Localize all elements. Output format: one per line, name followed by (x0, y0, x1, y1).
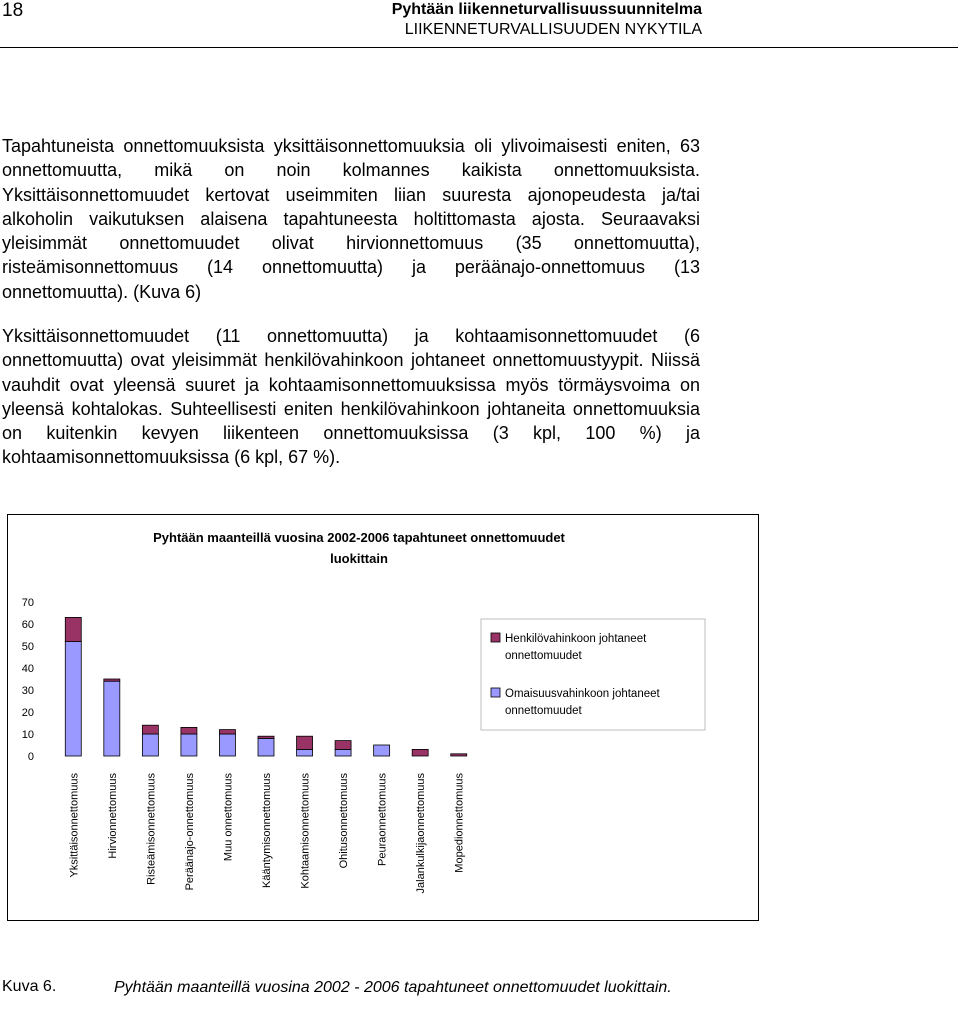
body-paragraph-1: Tapahtuneista onnettomuuksista yksittäisonnettomuuksia oli ylivoimaisesti eniten, 63 onnettomuutta, mikä on noin kolmannes kaikista onnettomuuksista. Yksittäisonnettomuudet kertovat useimmiten liian suuresta ajonopeudesta ja/tai alkoholin vaikutuksen alaisena tapahtuneesta holtittomasta ajosta. Seuraavaksi yleisimmät onnettomuudet olivat hirvionnettomuus (35 onnettomuutta), risteämisonnettomuus (14 onnettomuutta) ja peräänajo-onnettomuus (13 onnettomuutta). (Kuva 6) (2, 136, 700, 302)
bar-segment-personal-injury (451, 754, 467, 756)
bar-segment-property-damage (104, 681, 120, 756)
bar-segment-property-damage (335, 749, 351, 756)
bar-segment-personal-injury (104, 679, 120, 681)
x-category-label: Risteämisonnettomuus (145, 773, 158, 885)
y-tick-label: 40 (21, 663, 34, 675)
x-category-label: Muu onnettomuus (222, 773, 235, 862)
bar-segment-property-damage (297, 749, 313, 756)
legend-swatch (491, 688, 500, 697)
bar-segment-property-damage (219, 734, 235, 756)
accident-bar-chart (8, 515, 760, 922)
y-tick-label: 70 (21, 597, 34, 609)
x-category-label: Yksittäisonnettomuus (68, 773, 81, 878)
x-category-label: Jalankulkijaonnettomuus (415, 773, 428, 894)
figure-number: Kuva 6. (2, 978, 57, 995)
legend-label: Henkilövahinkoon johtaneet (505, 633, 647, 645)
body-paragraph-2: Yksittäisonnettomuudet (11 onnettomuutta) ja kohtaamisonnettomuudet (6 onnettomuutta) ovat yleisimmät henkilövahinkoon johtaneet onnettomuustyypit. Niissä vauhdit ovat yleensä suuret ja kohtaamisonnettomuuksissa myös törmäysvoima on yleensä kohtalokas. Suhteellisesti eniten henkilövahinkoon johtaneita onnettomuuksia on kuitenkin kevyen liikenteen onnettomuuksissa (3 kpl, 100 %) ja kohtaamisonnettomuuksissa (6 kpl, 67 %). (2, 326, 700, 468)
x-category-label: Peuraonnettomuus (376, 773, 389, 866)
page-number: 18 (2, 0, 24, 21)
section-title: LIIKENNETURVALLISUUDEN NYKYTILA (404, 21, 702, 38)
y-tick-label: 50 (21, 641, 34, 653)
legend-swatch (491, 633, 500, 642)
running-header (392, 0, 702, 40)
header-rule (0, 47, 958, 48)
legend-label-line-2: onnettomuudet (505, 705, 582, 717)
x-category-label: Ohitusonnettomuus (338, 773, 351, 869)
legend-label-line-2: onnettomuudet (505, 650, 582, 662)
bar-segment-property-damage (181, 734, 197, 756)
x-category-label: Kääntymisonnettomuus (261, 773, 273, 888)
legend-label: Omaisuusvahinkoon johtaneet (505, 688, 660, 700)
x-category-label: Peräänajo-onnettomuus (183, 773, 196, 891)
bar-segment-personal-injury (65, 617, 81, 641)
bar-segment-property-damage (142, 734, 158, 756)
y-tick-label: 0 (27, 751, 34, 763)
chart-title-line-1: Pyhtään maanteillä vuosina 2002-2006 tapahtuneet onnettomuudet (153, 530, 565, 545)
bar-segment-personal-injury (335, 741, 351, 750)
document-title: Pyhtään liikenneturvallisuussuunnitelma (391, 1, 702, 18)
bar-segment-property-damage (65, 642, 81, 756)
y-tick-label: 10 (21, 729, 34, 741)
x-category-label: Kohtaamisonnettomuus (299, 773, 312, 889)
chart-frame (7, 514, 759, 921)
bar-segment-property-damage (258, 738, 274, 756)
bar-segment-personal-injury (219, 730, 235, 734)
figure-caption: Pyhtään maanteillä vuosina 2002 - 2006 tapahtuneet onnettomuudet luokittain. (114, 979, 672, 996)
x-category-label: Hirvionnettomuus (106, 773, 119, 859)
bar-segment-personal-injury (258, 736, 274, 738)
chart-title-line-2: luokittain (330, 551, 388, 566)
bar-segment-personal-injury (297, 736, 313, 749)
bar-segment-personal-injury (181, 727, 197, 734)
bar-segment-personal-injury (412, 749, 428, 756)
y-tick-label: 20 (21, 707, 34, 719)
x-category-label: Mopedionnettomuus (453, 773, 466, 873)
bar-segment-property-damage (374, 745, 390, 756)
y-tick-label: 60 (21, 619, 34, 631)
y-tick-label: 30 (21, 685, 34, 697)
bar-segment-personal-injury (142, 725, 158, 734)
